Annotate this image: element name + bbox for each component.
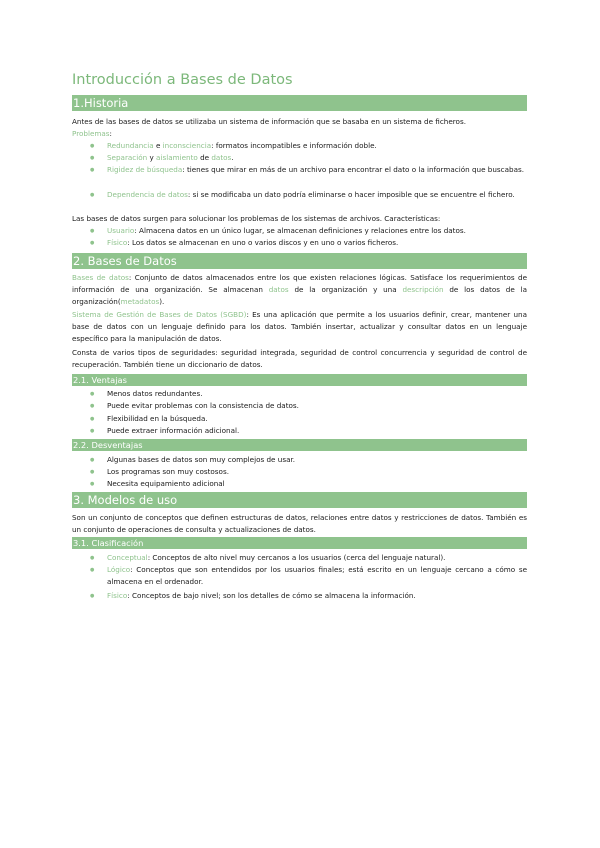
intro-text: Antes de las bases de datos se utilizaba un sistema de información que se basaba en un sistema de ficheros. bbox=[72, 117, 466, 126]
list-item bbox=[107, 552, 527, 564]
list-item: ● Puede extraer información adicional. bbox=[107, 425, 527, 437]
term: inconsciencia bbox=[162, 141, 212, 150]
list-item: ● Flexibilidad en la búsqueda. bbox=[107, 413, 527, 425]
list-item: ● Los programas son muy costosos. bbox=[107, 466, 527, 478]
term: Bases de datos bbox=[72, 273, 129, 282]
text: : Los datos se almacenan en uno o varios discos y en uno o varios ficheros. bbox=[127, 238, 399, 247]
subsection-heading-ventajas: 2.1. Ventajas bbox=[72, 374, 527, 386]
list-item bbox=[107, 189, 527, 201]
problems-label bbox=[72, 128, 527, 140]
text: ). bbox=[159, 297, 165, 307]
section-heading-modelos-de-uso: 3. Modelos de uso bbox=[72, 492, 527, 508]
historia-intro bbox=[72, 116, 527, 128]
term: Sistema de Gestión de Bases de Datos (SGBD) bbox=[72, 310, 247, 319]
text: . bbox=[231, 153, 234, 162]
list-item: ● Menos datos redundantes. bbox=[107, 388, 527, 400]
list-item bbox=[107, 140, 527, 152]
list-item bbox=[107, 152, 527, 164]
text: : formatos incompatibles e información doble. bbox=[211, 141, 377, 150]
term: datos bbox=[268, 285, 289, 295]
section-heading-bases-de-datos: 2. Bases de Datos bbox=[72, 253, 527, 269]
term: datos bbox=[211, 153, 232, 162]
term: Físico bbox=[107, 591, 128, 600]
term: Separación bbox=[107, 153, 148, 162]
text: : Es una aplicación que permite a los usuarios definir, crear, mantener una base de datos con un lenguaje definido para los datos. También insertar, actualizar y consultar datos en un lenguaje específico para la manipulación de datos. bbox=[72, 310, 527, 344]
text: : Conceptos de bajo nivel; son los detalles de cómo se almacena la información. bbox=[127, 591, 416, 600]
text: : Conceptos que son entendidos por los usuarios finales; está escrito en un lenguaje cercano a cómo se almacena en el ordenador. bbox=[107, 565, 527, 587]
text: : tienes que mirar en más de un archivo para encontrar el dato o la información que buscabas. bbox=[182, 165, 524, 174]
term: Rigidez de búsqueda bbox=[107, 165, 183, 174]
list-item bbox=[107, 164, 527, 176]
document-title: Introducción a Bases de Datos bbox=[72, 72, 293, 88]
term: Conceptual bbox=[107, 553, 148, 562]
term: Redundancia bbox=[107, 141, 154, 150]
term: Físico bbox=[107, 238, 128, 247]
problems-colon: : bbox=[109, 129, 112, 138]
term: descripción bbox=[402, 285, 444, 295]
text: y bbox=[147, 153, 157, 162]
subsection-heading-clasificacion: 3.1. Clasificación bbox=[72, 537, 527, 549]
text: e bbox=[153, 141, 163, 150]
bases-paragraph-1 bbox=[72, 272, 527, 309]
section-heading-historia: 1.Historia bbox=[72, 95, 527, 111]
bases-paragraph-3: Consta de varios tipos de seguridades: seguridad integrada, seguridad de control concurrencia y seguridad de control de recuperación. También tiene un diccionario de datos. bbox=[72, 348, 527, 370]
problems-term: Problemas bbox=[72, 129, 110, 138]
modelos-paragraph: Son un conjunto de conceptos que definen estructuras de datos, relaciones entre datos y restricciones de datos. También es un conjunto de operaciones de consulta y actualizaciones de datos. bbox=[72, 513, 527, 535]
term: metadatos bbox=[120, 297, 160, 307]
text: : Conjunto de datos almacenados entre los que existen relaciones lógicas. Satisface los requerimientos de información de una organización. Se almacenan bbox=[72, 273, 527, 295]
bases-paragraph-2 bbox=[72, 309, 527, 346]
list-item: ● Necesita equipamiento adicional bbox=[107, 478, 527, 490]
list-item: ● Algunas bases de datos son muy complejos de usar. bbox=[107, 454, 527, 466]
list-item bbox=[107, 237, 527, 249]
term: Usuario bbox=[107, 226, 135, 235]
list-item bbox=[107, 590, 527, 602]
list-item: ● Puede evitar problemas con la consistencia de datos. bbox=[107, 400, 527, 412]
text: de bbox=[197, 153, 212, 162]
text: : Almacena datos en un único lugar, se almacenan definiciones y relaciones entre los datos. bbox=[134, 226, 466, 235]
subsection-heading-desventajas: 2.2. Desventajas bbox=[72, 439, 527, 451]
text: : Conceptos de alto nivel muy cercanos a los usuarios (cerca del lenguaje natural). bbox=[147, 553, 446, 562]
list-item bbox=[107, 564, 527, 588]
text: : si se modificaba un dato podría eliminarse o hacer imposible que se encuentre el fichero. bbox=[187, 190, 515, 199]
term: aislamiento bbox=[156, 153, 198, 162]
term: Lógico bbox=[107, 565, 131, 574]
text: de la organización y una bbox=[288, 285, 403, 295]
historia-after: Las bases de datos surgen para solucionar los problemas de los sistemas de archivos. Características: bbox=[72, 214, 441, 223]
text: de los datos de la organización( bbox=[72, 285, 527, 307]
list-item bbox=[107, 225, 527, 237]
term: Dependencia de datos bbox=[107, 190, 188, 199]
